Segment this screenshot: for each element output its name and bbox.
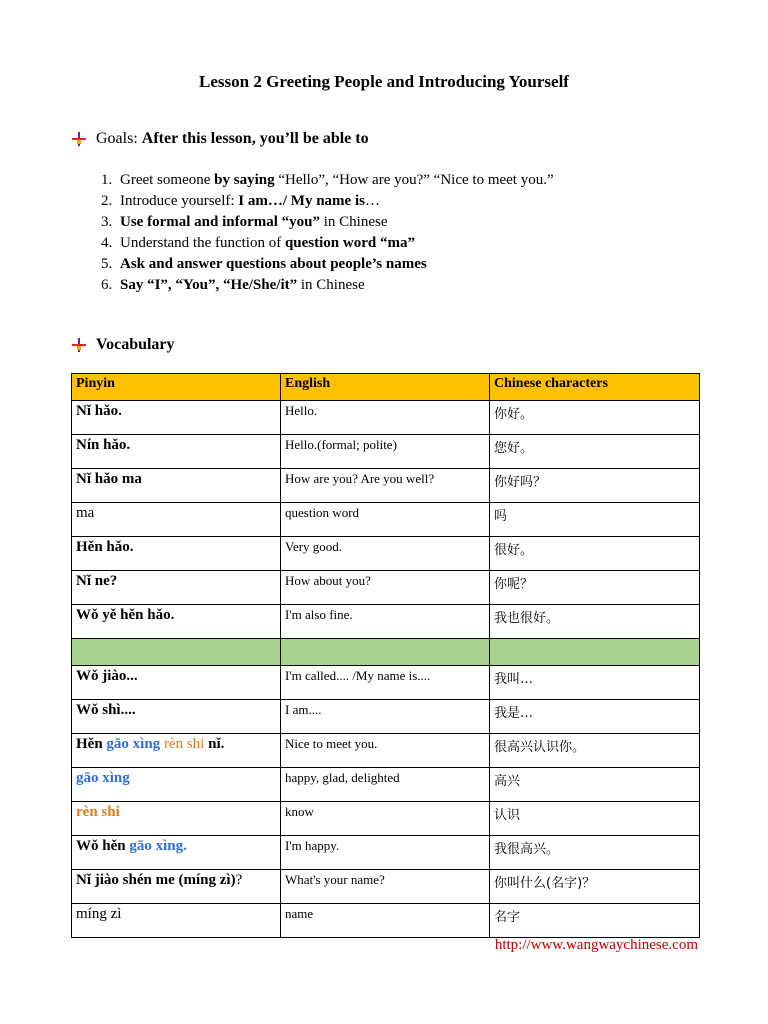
table-header-row	[72, 374, 700, 401]
table-row: ma question word 吗	[72, 503, 700, 537]
table-row: Wǒ hěn gāo xìng. I'm happy. 我很高兴。	[72, 836, 700, 870]
table-row: Wǒ jiào... I'm called.... /My name is.... 我叫…	[72, 666, 700, 700]
table-row: Nín hǎo. Hello.(formal; polite) 您好。	[72, 435, 700, 469]
star-bullet-icon	[72, 338, 86, 352]
table-row: rèn shi know 认识	[72, 802, 700, 836]
website-link[interactable]: http://www.wangwaychinese.com	[494, 937, 698, 953]
table-row: Hěn hǎo. Very good. 很好。	[72, 537, 700, 571]
table-row: Nǐ hǎo. Hello. 你好。	[72, 401, 700, 435]
table-row: Nǐ jiào shén me (míng zì)? What's your name? 你叫什么(名字)？	[72, 870, 700, 904]
vocabulary-heading: Vocabulary	[72, 336, 175, 354]
goal-item: 6. Say “I”, “You”, “He/She/it” in Chinese	[116, 275, 554, 296]
table-separator-row	[72, 639, 700, 666]
goal-item: 2. Introduce yourself: I am…/ My name is…	[116, 191, 554, 212]
page-title: Lesson 2 Greeting People and Introducing Yourself	[199, 72, 569, 91]
table-row: Wǒ shì.... I am.... 我是…	[72, 700, 700, 734]
table-row: Wǒ yě hěn hǎo. I'm also fine. 我也很好。	[72, 605, 700, 639]
table-row: míng zì name 名字	[72, 904, 700, 938]
goals-list	[96, 170, 554, 296]
vocabulary-table	[71, 373, 700, 938]
table-row: Hěn gāo xìng rèn shi nǐ. Nice to meet you. 很高兴认识你。	[72, 734, 700, 768]
header-chinese: Chinese characters	[490, 374, 700, 401]
header-pinyin: Pinyin	[72, 374, 281, 401]
goal-item: 1. Greet someone by saying “Hello”, “How are you?” “Nice to meet you.”	[116, 170, 554, 191]
goals-label: Goals:	[96, 130, 138, 147]
header-english: English	[281, 374, 490, 401]
star-bullet-icon	[72, 132, 86, 146]
table-row: Nǐ ne? How about you? 你呢？	[72, 571, 700, 605]
table-row: Nǐ hǎo ma How are you? Are you well? 你好吗？	[72, 469, 700, 503]
goals-intro: After this lesson, you’ll be able to	[141, 130, 369, 147]
goal-item: 3. Use formal and informal “you” in Chinese	[116, 212, 554, 233]
goals-heading	[72, 130, 369, 148]
table-row: gāo xìng happy, glad, delighted 高兴	[72, 768, 700, 802]
goal-item: 5. Ask and answer questions about people’s names	[116, 254, 554, 275]
goal-item: 4. Understand the function of question word “ma”	[116, 233, 554, 254]
